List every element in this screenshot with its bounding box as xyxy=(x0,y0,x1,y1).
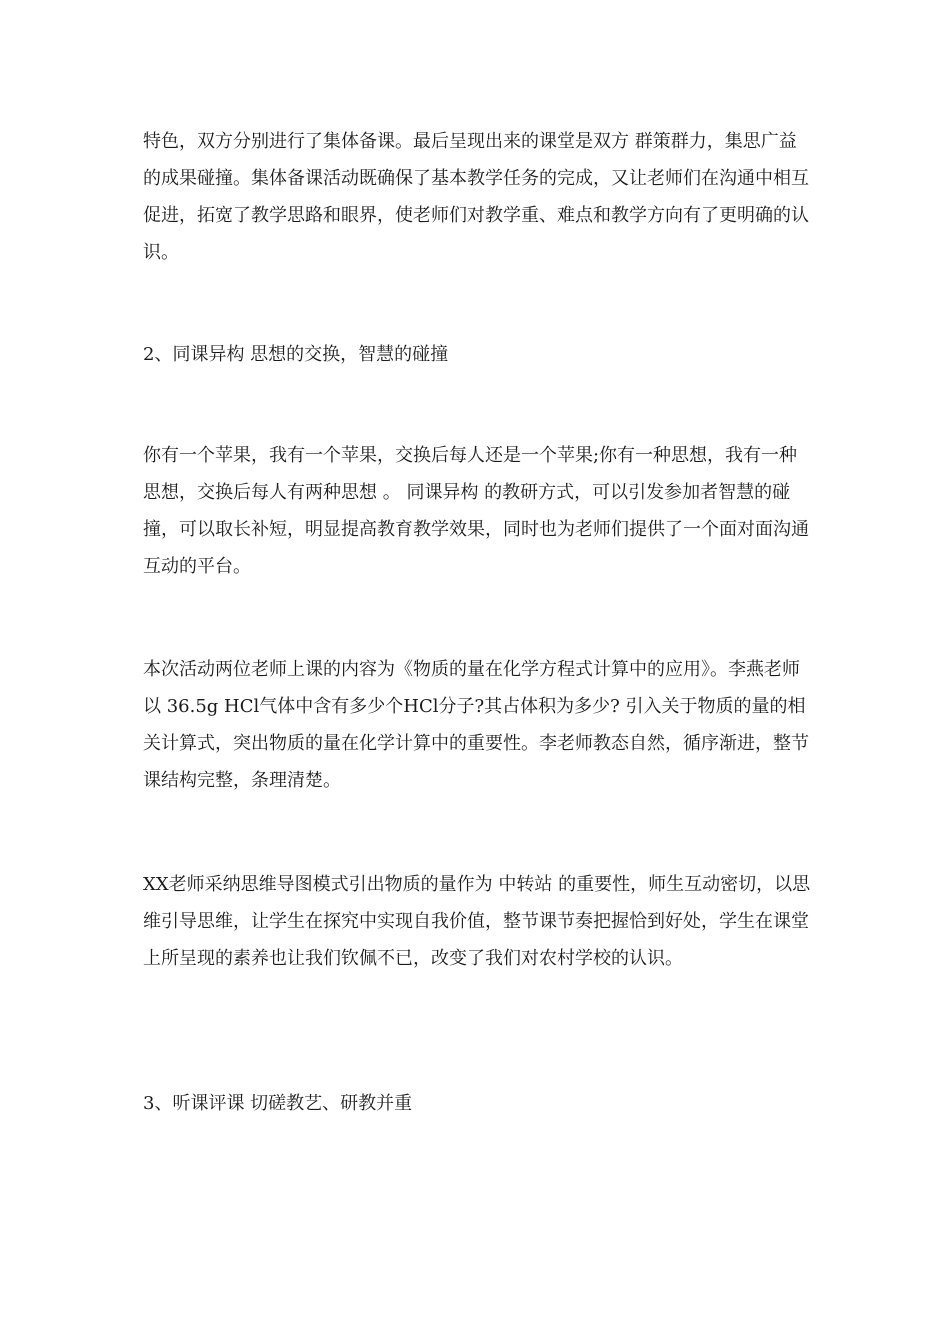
paragraph-idea-exchange: 你有一个苹果，我有一个苹果，交换后每人还是一个苹果;你有一种思想，我有一种思想，交换后每人有两种思想 。 同课异构 的教研方式，可以引发参加者智慧的碰撞，可以取长补短，明显提高教育教学效果，同时也为老师们提供了一个面对面沟通互动的平台。 xyxy=(143,445,809,577)
paragraph-collective-lesson-prep: 特色，双方分别进行了集体备课。最后呈现出来的课堂是双方 群策群力，集思广益 的成果碰撞。集体备课活动既确保了基本教学任务的完成，又让老师们在沟通中相互促进，拓宽了教学思路和眼界，使老师们对教学重、难点和教学方向有了更明确的认识。 xyxy=(143,131,809,263)
paragraph-lesson-content: 本次活动两位老师上课的内容为《物质的量在化学方程式计算中的应用》。李燕老师以 36.5g HCl气体中含有多少个HCl分子?其占体积为多少? 引入关于物质的量的相关计算式，突出物质的量在化学计算中的重要性。李老师教态自然，循序渐进，整节课结构完整，条理清楚。 xyxy=(143,659,809,791)
section-heading-3: 3、听课评课 切磋教艺、研教并重 xyxy=(143,1093,413,1114)
paragraph-mind-map-teaching: XX老师采纳思维导图模式引出物质的量作为 中转站 的重要性，师生互动密切，以思维引导思维，让学生在探究中实现自我价值，整节课节奏把握恰到好处，学生在课堂上所呈现的素养也让我们钦佩不已，改变了我们对农村学校的认识。 xyxy=(143,874,811,969)
section-heading-2: 2、同课异构 思想的交换，智慧的碰撞 xyxy=(143,344,449,365)
